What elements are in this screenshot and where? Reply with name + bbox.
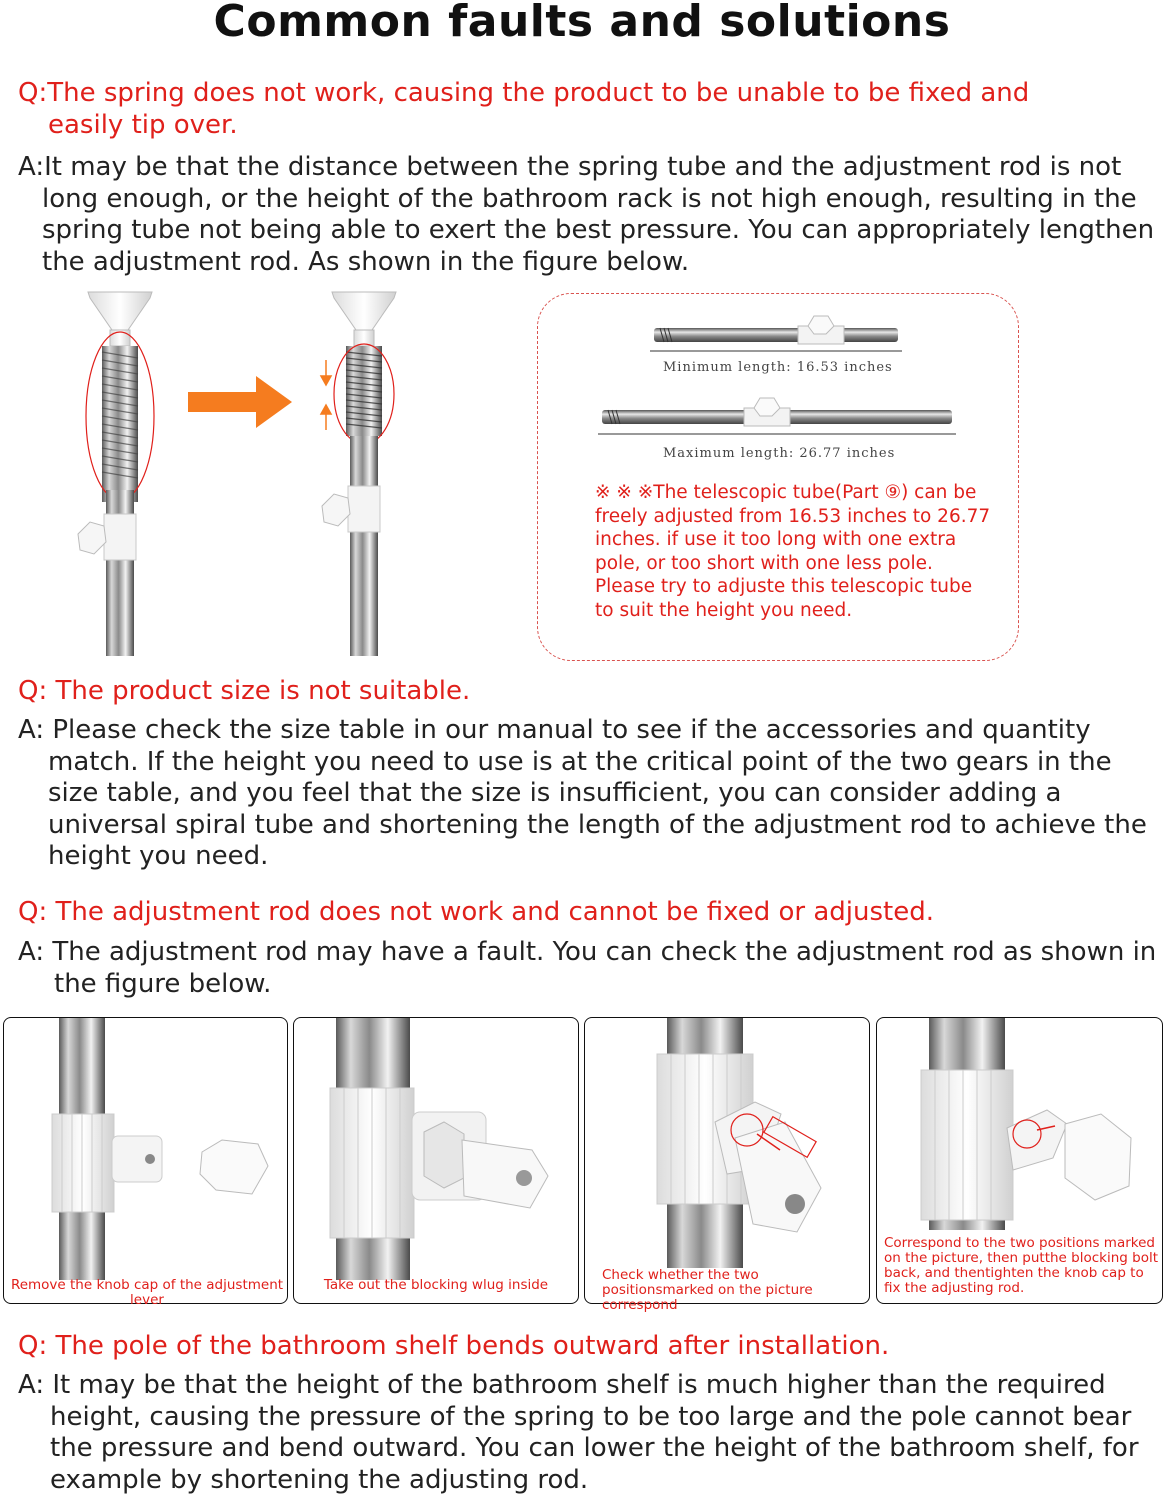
question-4: Q: The pole of the bathroom shelf bends outward after installation.: [18, 1331, 890, 1361]
telescopic-note: ※ ※ ※The telescopic tube(Part ⑨) can be freely adjusted from 16.53 inches to 26.77 inches. if use it too long with one extra pole, or too short with one less pole. Please try to adjuste this telescopic tube to suit the height you need.: [595, 482, 991, 621]
step-caption-3: Check whether the two positionsmarked on the picture correspond: [602, 1267, 813, 1313]
question-1: Q:The spring does not work, causing the product to be unable to be fixed and easily tip over.: [18, 78, 1030, 140]
tube-max-image: [598, 396, 956, 438]
min-length-label: Minimum length: 16.53 inches: [663, 360, 893, 375]
step-panel-1: [3, 1017, 288, 1308]
spring-illustration: [60, 290, 410, 660]
arrow-icon: [188, 376, 292, 428]
tube-min-image: [650, 318, 902, 356]
page-title: Common faults and solutions: [213, 0, 951, 47]
compress-arrows-icon: [321, 360, 331, 430]
answer-3: A: The adjustment rod may have a fault. You can check the adjustment rod as shown in the figure below.: [18, 937, 1157, 999]
answer-4: A: It may be that the height of the bathroom shelf is much higher than the required height, causing the pressure of the spring to be too large and the pole cannot bear the pressure and bend outward. You can lower the height of the bathroom shelf, for example by shortening the adjusting rod.: [18, 1370, 1139, 1495]
question-3: Q: The adjustment rod does not work and cannot be fixed or adjusted.: [18, 897, 935, 927]
step-panel-2: [293, 1017, 579, 1304]
step-caption-4: Correspond to the two positions marked on the picture, then putthe blocking bolt back, and thentighten the knob cap to fix the adjusting rod.: [884, 1235, 1159, 1296]
spring-pole-before: [78, 292, 154, 656]
max-length-label: Maximum length: 26.77 inches: [663, 446, 896, 461]
step-caption-1: Remove the knob cap of the adjustment lever: [10, 1277, 284, 1308]
answer-1: A:It may be that the distance between the spring tube and the adjustment rod is not long enough, or the height of the bathroom rack is not high enough, resulting in the spring tube not being able to exert the best pressure. You can appropriately lengthen the adjustment rod. As shown in the figure below.: [18, 152, 1155, 277]
spring-pole-after: [321, 292, 396, 656]
answer-2: A: Please check the size table in our manual to see if the accessories and quantity match. If the height you need to use is at the critical point of the two gears in the size table, and you feel that the size is insufficient, you can consider adding a universal spiral tube and shortening the length of the adjustment rod to achieve the height you need.: [18, 715, 1147, 871]
step-panel-4: [876, 1017, 1163, 1304]
step-caption-2: Take out the blocking wlug inside: [323, 1277, 549, 1293]
question-2: Q: The product size is not suitable.: [18, 676, 471, 706]
step-panel-3: [584, 1017, 870, 1313]
